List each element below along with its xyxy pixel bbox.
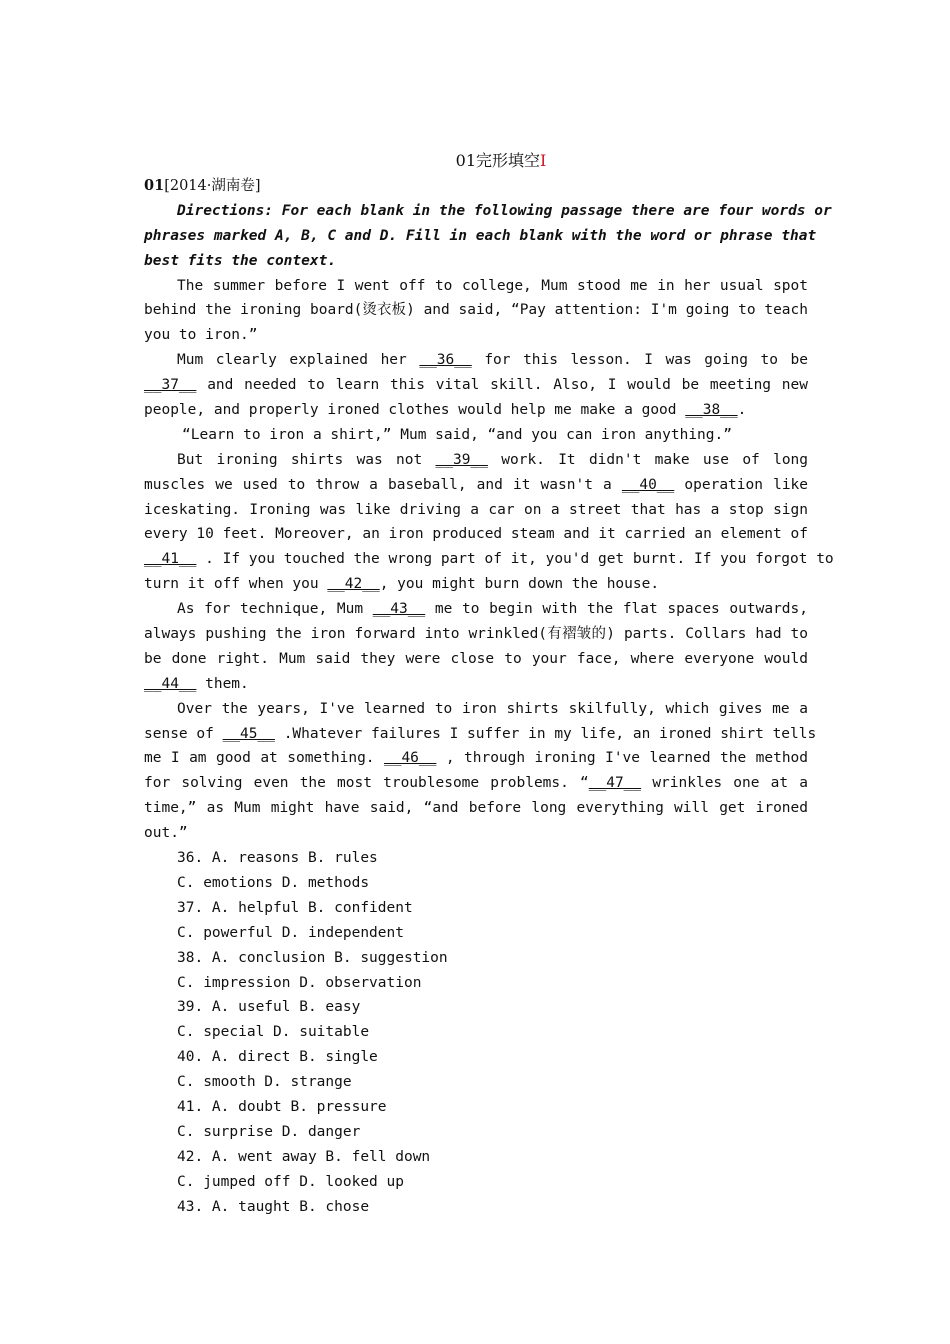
text-segment: muscles we used to throw a baseball, and it wasn't a <box>144 476 622 493</box>
passage-line: Over the years, I've learned to iron shirts skilfully, which gives me a <box>177 700 808 717</box>
document-page <box>144 148 834 1219</box>
passage-line <box>144 771 808 796</box>
blank-39: __39__ <box>435 451 488 468</box>
text-segment: Mum clearly explained her <box>177 352 420 369</box>
blank-41: __41__ <box>144 551 197 568</box>
text-segment: turn it off when you <box>144 576 328 593</box>
option-line: C. impression D. observation <box>177 974 422 991</box>
text-segment: . If you touched the wrong part of it, you'd get burnt. If you forgot to <box>205 551 834 568</box>
option-line: C. jumped off D. looked up <box>177 1173 404 1190</box>
blank-42: __42__ <box>327 576 380 593</box>
passage-line <box>144 746 808 771</box>
title-roman-numeral: Ⅰ <box>540 151 547 170</box>
option-line: 43. A. taught B. chose <box>177 1198 370 1215</box>
text-segment: me to begin with the flat spaces outwards, <box>434 601 809 618</box>
source-ref: [2014·湖南卷] <box>164 178 261 194</box>
passage-line: The summer before I went off to college, Mum stood me in her usual spot <box>177 277 808 294</box>
passage-line <box>144 448 808 473</box>
passage-line: always pushing the iron forward into wrinkled(有褶皱的) parts. Collars had to <box>144 626 808 643</box>
directions-line-3: best fits the context. <box>144 252 337 269</box>
passage-line: every 10 feet. Moreover, an iron produced steam and it carried an element of <box>144 526 808 543</box>
text-segment: and needed to learn this vital skill. Also, I would be meeting new <box>207 377 808 394</box>
blank-36: __36__ <box>419 352 472 369</box>
text-segment: , through ironing I've learned the method <box>445 750 809 767</box>
directions-line-1: Directions: For each blank in the following passage there are four words or <box>177 202 832 219</box>
title-text: 01完形填空 <box>455 151 541 170</box>
option-line: 41. A. doubt B. pressure <box>177 1098 387 1115</box>
option-line: 36. A. reasons B. rules <box>177 850 378 867</box>
text-segment: sense of <box>144 725 223 742</box>
passage-line <box>144 373 808 398</box>
page-title <box>194 148 808 174</box>
source-line <box>144 174 808 199</box>
option-line: C. powerful D. independent <box>177 924 404 941</box>
passage-line: be done right. Mum said they were close to your face, where everyone would <box>144 650 808 667</box>
question-number: 01 <box>144 177 165 194</box>
passage-line <box>144 547 834 572</box>
text-segment: .Whatever failures I suffer in my life, an ironed shirt tells <box>283 725 817 742</box>
option-line: 40. A. direct B. single <box>177 1049 378 1066</box>
text-segment: . <box>737 402 747 419</box>
text-segment: , you might burn down the house. <box>379 576 660 593</box>
passage-line <box>144 597 808 622</box>
directions-line-2: phrases marked A, B, C and D. Fill in each blank with the word or phrase that <box>144 227 817 244</box>
blank-44: __44__ <box>144 675 197 692</box>
option-line: C. smooth D. strange <box>177 1074 352 1091</box>
option-line: 37. A. helpful B. confident <box>177 899 413 916</box>
text-segment: me I am good at something. <box>144 750 384 767</box>
option-line: 38. A. conclusion B. suggestion <box>177 949 448 966</box>
passage-line: out.” <box>144 825 188 842</box>
passage-line: “Learn to iron a shirt,” Mum said, “and you can iron anything.” <box>182 426 732 443</box>
option-line: 39. A. useful B. easy <box>177 999 361 1016</box>
passage-line <box>144 572 808 597</box>
text-segment: for this lesson. I was going to be <box>484 352 809 369</box>
passage-line <box>144 672 808 697</box>
blank-47: __47__ <box>588 775 642 792</box>
passage-line: time,” as Mum might have said, “and before long everything will get ironed <box>144 800 808 817</box>
text-segment: But ironing shirts was not <box>177 451 436 468</box>
passage-line: you to iron.” <box>144 327 258 344</box>
option-line: C. surprise D. danger <box>177 1123 361 1140</box>
passage-line: behind the ironing board(烫衣板) and said, “Pay attention: I'm going to teach <box>144 302 808 319</box>
blank-46: __46__ <box>383 750 437 767</box>
option-line: C. special D. suitable <box>177 1024 370 1041</box>
text-segment: operation like <box>684 476 809 493</box>
passage-line <box>144 348 808 373</box>
blank-38: __38__ <box>685 402 738 419</box>
passage-line: iceskating. Ironing was like driving a car on a street that has a stop sign <box>144 501 808 518</box>
blank-45: __45__ <box>222 725 275 742</box>
text-segment: them. <box>196 675 249 692</box>
option-line: 42. A. went away B. fell down <box>177 1148 431 1165</box>
text-segment: people, and properly ironed clothes would help me make a good <box>144 402 686 419</box>
blank-37: __37__ <box>144 377 197 394</box>
text-segment: for solving even the most troublesome problems. “ <box>144 775 589 792</box>
passage-line <box>144 398 808 423</box>
passage-line <box>144 722 817 747</box>
text-segment: work. It didn't make use of long <box>501 451 809 468</box>
text-segment: As for technique, Mum <box>177 601 373 618</box>
blank-43: __43__ <box>372 601 426 618</box>
passage-line <box>144 473 808 498</box>
option-line: C. emotions D. methods <box>177 874 370 891</box>
text-segment: wrinkles one at a <box>652 775 809 792</box>
blank-40: __40__ <box>621 476 675 493</box>
